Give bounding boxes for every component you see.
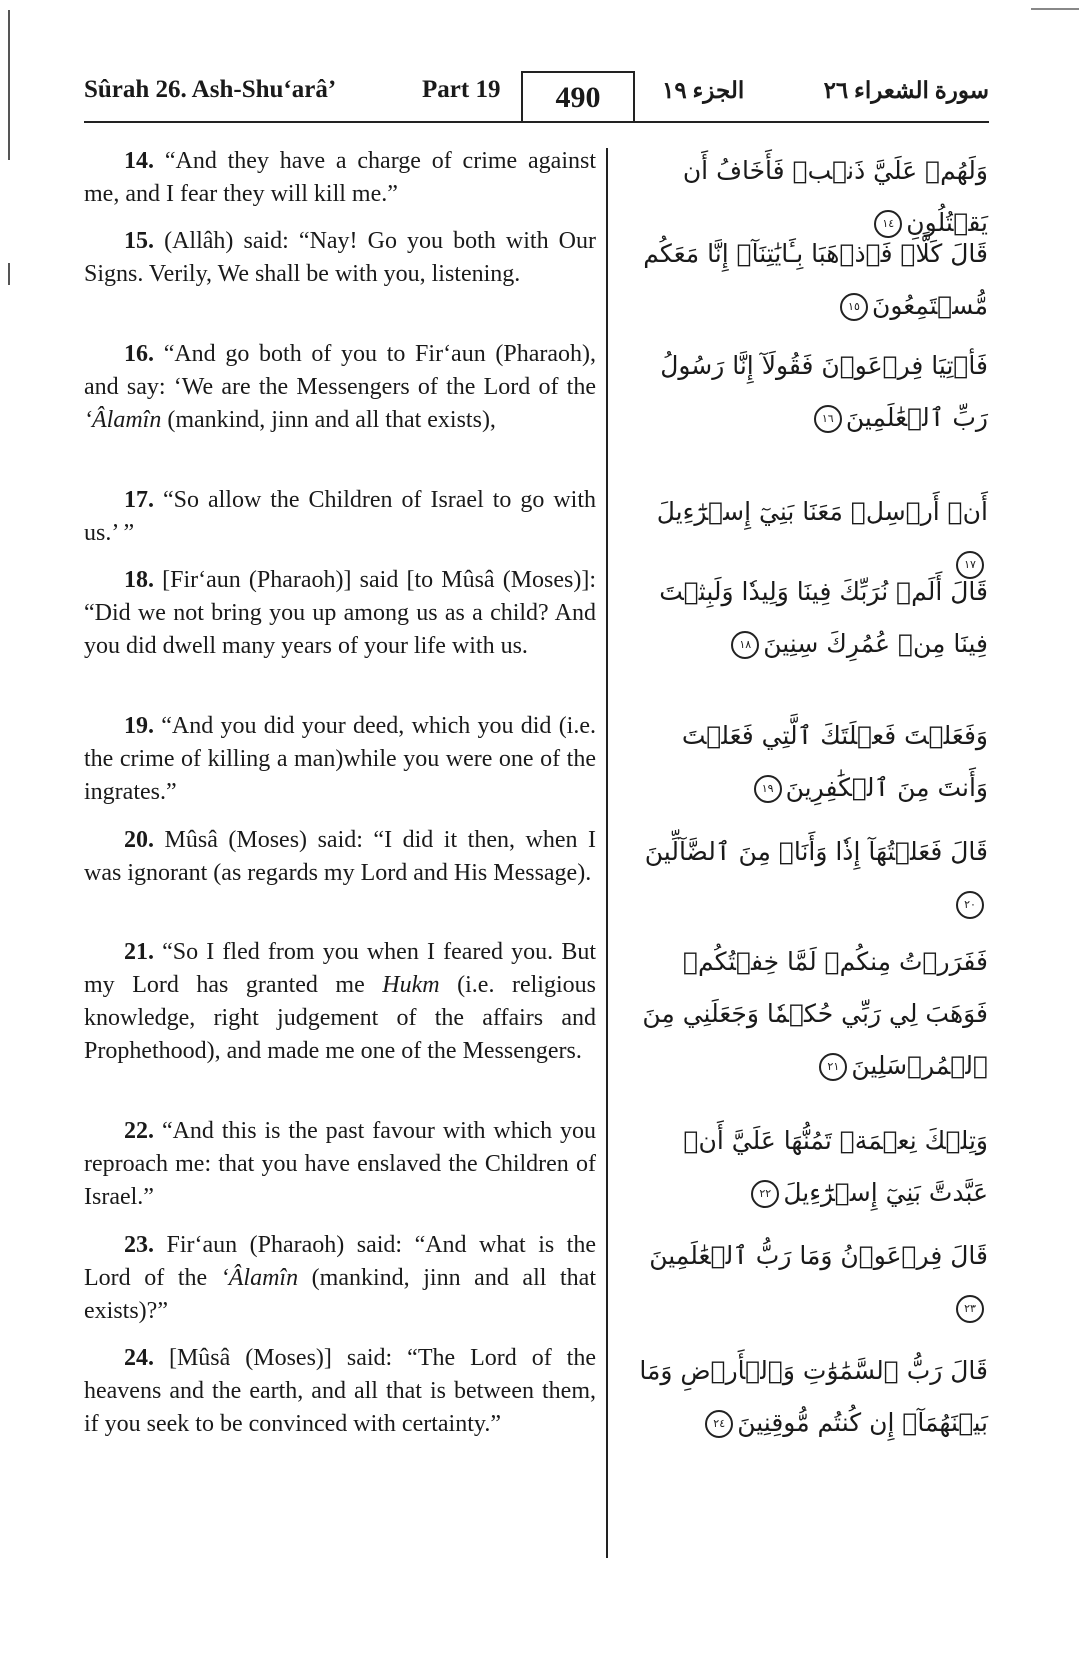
verse-number: 21. <box>124 939 154 965</box>
verse-text-italic: ‘Âlamîn <box>220 1265 299 1291</box>
part-label: Part 19 <box>422 76 501 103</box>
verse-text: “And go both of you to Fir‘aun (Pharaoh), and say: ‘We are the Messengers of the Lord of the <box>84 341 597 400</box>
verse-en-15 <box>84 225 596 291</box>
corner-line <box>1031 8 1079 10</box>
verse-ar-23 <box>628 1230 988 1334</box>
juz-label-ar: الجزء ١٩ <box>662 78 745 103</box>
verse-en-18 <box>84 564 596 663</box>
verse-en-21 <box>84 936 596 1068</box>
ayah-marker-icon: ١٩ <box>754 775 782 803</box>
verse-ar-24 <box>628 1345 988 1449</box>
verse-ar-20 <box>628 826 988 930</box>
arabic-text: وَلَهُمۡ عَلَيَّ ذَنۢبٞ فَأَخَافُ أَن يَقۡتُلُونِ <box>682 156 988 237</box>
page-number: 490 <box>521 71 635 121</box>
arabic-text: فَفَرَرۡتُ مِنكُمۡ لَمَّا خِفۡتُكُمۡ فَوَهَبَ لِي رَبِّي حُكۡمٗا وَجَعَلَنِي مِنَ ٱلۡمُرۡسَلِينَ <box>642 947 988 1080</box>
verse-text: (Allâh) said: “Nay! Go you both with Our Signs. Verily, We shall be with you, listening. <box>84 228 596 287</box>
verse-number: 23. <box>124 1232 154 1258</box>
ayah-marker-icon: ١٦ <box>814 405 842 433</box>
verse-number: 20. <box>124 827 154 853</box>
ayah-marker-icon: ٢٤ <box>705 1410 733 1438</box>
ayah-marker-icon: ١٨ <box>731 631 759 659</box>
arabic-text: قَالَ أَلَمۡ نُرَبِّكَ فِينَا وَلِيدٗا وَلَبِثۡتَ فِينَا مِنۡ عُمُرِكَ سِنِينَ <box>659 577 988 658</box>
verse-en-22 <box>84 1115 596 1214</box>
verse-number: 22. <box>124 1118 154 1144</box>
verse-text-rest: (mankind, jinn and all that exists), <box>161 407 496 433</box>
margin-line-mid <box>8 263 10 285</box>
ayah-marker-icon: ٢٠ <box>956 891 984 919</box>
arabic-text: وَتِلۡكَ نِعۡمَةٞ تَمُنُّهَا عَلَيَّ أَنۡ عَبَّدتَّ بَنِيٓ إِسۡرَٰٓءِيلَ <box>683 1126 988 1207</box>
arabic-text: فَأۡتِيَا فِرۡعَوۡنَ فَقُولَآ إِنَّا رَسُولُ رَبِّ ٱلۡعَٰلَمِينَ <box>660 351 988 432</box>
verse-text: “And they have a charge of crime against me, and I fear they will kill me.” <box>84 148 596 207</box>
verse-text: “So allow the Children of Israel to go with us.’ ” <box>84 487 597 546</box>
verse-text: Mûsâ (Moses) said: “I did it then, when I was ignorant (as regards my Lord and His Message). <box>84 827 597 886</box>
ayah-marker-icon: ١٧ <box>956 551 984 579</box>
verse-ar-21 <box>628 936 988 1092</box>
verse-text: “And you did your deed, which you did (i.e. the crime of killing a man)while you were one of the ingrates.” <box>84 713 597 805</box>
verse-text: [Fir‘aun (Pharaoh)] said [to Mûsâ (Moses)]: “Did we not bring you up among us as a child? And you did dwell many years of your life with us. <box>84 567 597 659</box>
verse-en-16 <box>84 338 596 437</box>
verse-en-14 <box>84 145 596 211</box>
arabic-text: أَنۡ أَرۡسِلۡ مَعَنَا بَنِيٓ إِسۡرَٰٓءِيلَ <box>656 497 988 526</box>
verse-ar-19 <box>628 710 988 814</box>
verse-en-24 <box>84 1342 596 1441</box>
ayah-marker-icon: ١٥ <box>840 293 868 321</box>
verse-en-23 <box>84 1229 596 1328</box>
arabic-text: وَفَعَلۡتَ فَعۡلَتَكَ ٱلَّتِي فَعَلۡتَ وَأَنتَ مِنَ ٱلۡكَٰفِرِينَ <box>681 721 988 802</box>
verse-text-italic: ‘Âlamîn <box>84 407 162 433</box>
verse-ar-15 <box>628 228 988 332</box>
verse-text: [Mûsâ (Moses)] said: “The Lord of the heavens and the earth, and all that is between them, if you seek to be convinced with certainty.” <box>84 1345 596 1437</box>
surah-title-en: Sûrah 26. Ash-Shu‘arâ’ <box>84 76 337 103</box>
ayah-marker-icon: ١٤ <box>874 210 902 238</box>
margin-line-top <box>8 10 10 160</box>
verse-text: “And this is the past favour with which you reproach me: that you have enslaved the Children of Israel.” <box>84 1118 597 1210</box>
arabic-text: قَالَ كَلَّاۖ فَٱذۡهَبَا بِـَٔايَٰتِنَآۖ إِنَّا مَعَكُم مُّسۡتَمِعُونَ <box>643 239 988 320</box>
verse-number: 16. <box>124 341 154 367</box>
ayah-marker-icon: ٢٣ <box>956 1295 984 1323</box>
column-divider <box>606 148 608 1558</box>
verse-number: 18. <box>124 567 154 593</box>
verse-number: 19. <box>124 713 154 739</box>
verse-ar-16 <box>628 340 988 444</box>
verse-number: 17. <box>124 487 154 513</box>
verse-ar-18 <box>628 566 988 670</box>
ayah-marker-icon: ٢١ <box>819 1053 847 1081</box>
verse-text-rest: (mankind, jinn and all that exists)?” <box>84 1265 596 1324</box>
page-header <box>84 72 989 122</box>
verse-text: Fir‘aun (Pharaoh) said: “And what is the Lord of the <box>84 1232 597 1291</box>
arabic-text: قَالَ فَعَلۡتُهَآ إِذٗا وَأَنَا۠ مِنَ ٱلضَّآلِّينَ <box>644 837 988 866</box>
verse-number: 14. <box>124 148 154 174</box>
ayah-marker-icon: ٢٢ <box>751 1180 779 1208</box>
verse-number: 24. <box>124 1345 154 1371</box>
verse-en-17 <box>84 484 596 550</box>
verse-ar-22 <box>628 1115 988 1219</box>
arabic-text: قَالَ فِرۡعَوۡنُ وَمَا رَبُّ ٱلۡعَٰلَمِينَ <box>649 1241 988 1270</box>
arabic-text: قَالَ رَبُّ ٱلسَّمَٰوَٰتِ وَٱلۡأَرۡضِ وَمَا بَيۡنَهُمَآۖ إِن كُنتُم مُّوقِنِينَ <box>639 1356 988 1437</box>
header-rule <box>84 121 989 123</box>
verse-en-20 <box>84 824 596 890</box>
verse-text-italic: Hukm <box>382 972 440 998</box>
verse-text: “So I fled from you when I feared you. But my Lord has granted me <box>84 939 597 998</box>
verse-text-rest: (i.e. religious knowledge, right judgement of the affairs and Prophethood), and made me one of the Messengers. <box>84 972 596 1064</box>
surah-title-ar: سورة الشعراء ٢٦ <box>823 78 989 103</box>
verse-en-19 <box>84 710 596 809</box>
verse-number: 15. <box>124 228 154 254</box>
